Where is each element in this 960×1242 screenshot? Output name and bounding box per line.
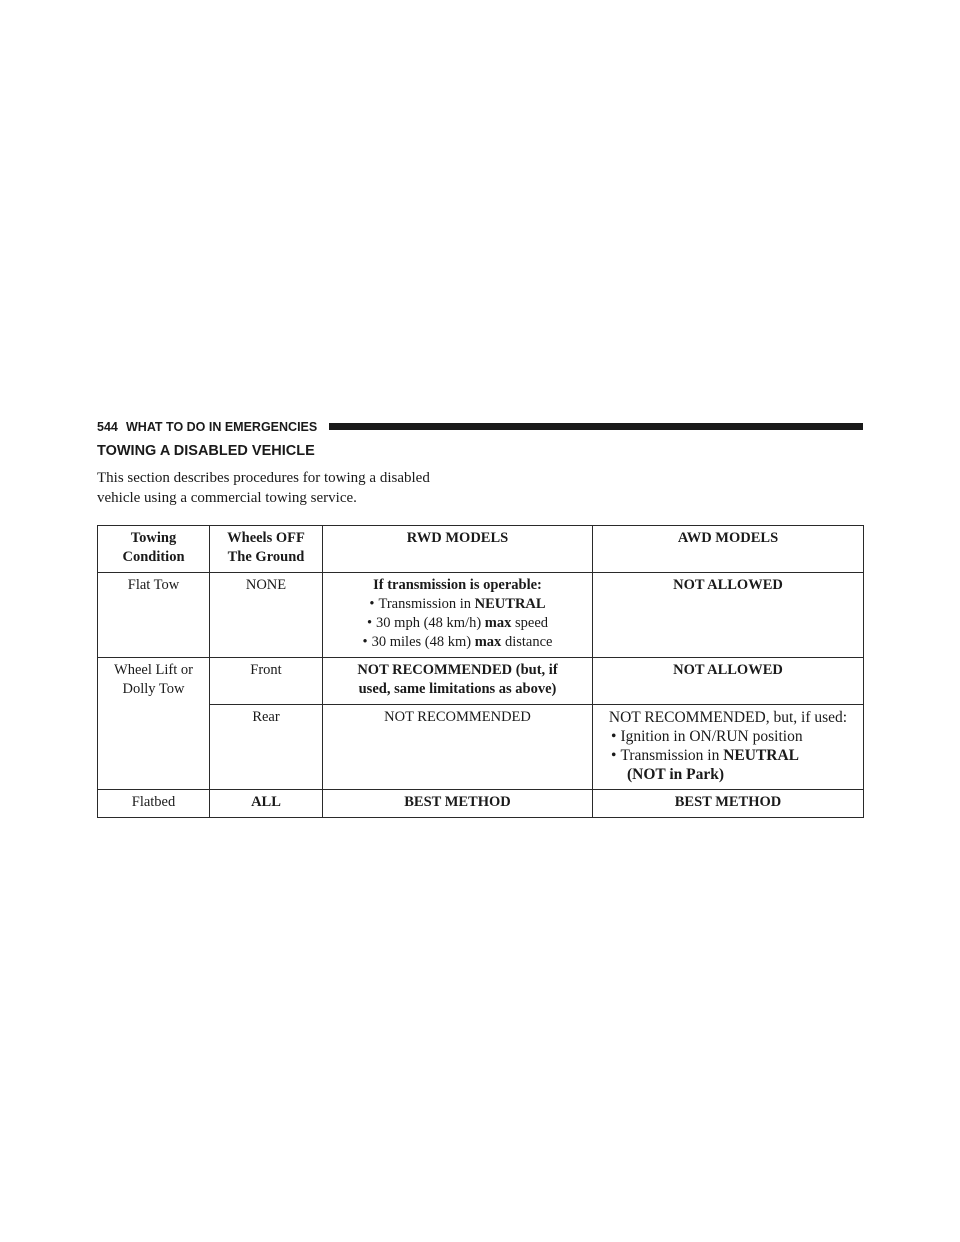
towing-table bbox=[97, 525, 864, 818]
flatbed-awd: BEST METHOD bbox=[593, 790, 864, 818]
section-title: TOWING A DISABLED VEHICLE bbox=[97, 443, 315, 459]
wheel-lift-rear-awd-list bbox=[599, 727, 857, 784]
wheel-lift-rear-awd-heading: NOT RECOMMENDED, but, if used: bbox=[608, 709, 848, 726]
flatbed-condition: Flatbed bbox=[98, 790, 210, 818]
table-row bbox=[98, 790, 864, 818]
list-item: • Transmission in NEUTRAL bbox=[599, 746, 857, 765]
table-row bbox=[98, 705, 864, 790]
table-row bbox=[98, 658, 864, 705]
flatbed-rwd: BEST METHOD bbox=[323, 790, 593, 818]
flat-tow-rwd-list bbox=[329, 595, 586, 652]
wheel-lift-rear-awd bbox=[593, 705, 864, 790]
wheel-lift-front-wheels: Front bbox=[210, 658, 323, 705]
header-rwd-models: RWD MODELS bbox=[323, 526, 593, 573]
list-item: • Transmission in NEUTRAL bbox=[329, 595, 586, 614]
page-number: 544 bbox=[97, 420, 118, 434]
flat-tow-condition: Flat Tow bbox=[98, 573, 210, 658]
wheel-lift-rear-wheels: Rear bbox=[210, 705, 323, 790]
flat-tow-rwd-heading: If transmission is operable: bbox=[373, 577, 542, 593]
header-wheels-off: Wheels OFF The Ground bbox=[210, 526, 323, 573]
flat-tow-awd: NOT ALLOWED bbox=[593, 573, 864, 658]
table-header-row bbox=[98, 526, 864, 573]
list-item-continuation: (NOT in Park) bbox=[627, 766, 725, 783]
header-rule bbox=[329, 423, 863, 430]
header-awd-models: AWD MODELS bbox=[593, 526, 864, 573]
wheel-lift-condition: Wheel Lift or Dolly Tow bbox=[98, 658, 210, 790]
intro-line-2: vehicle using a commercial towing service. bbox=[97, 490, 357, 506]
wheel-lift-front-awd: NOT ALLOWED bbox=[593, 658, 864, 705]
wheel-lift-rear-rwd: NOT RECOMMENDED bbox=[323, 705, 593, 790]
chapter-title: WHAT TO DO IN EMERGENCIES bbox=[126, 420, 318, 434]
header-towing-condition: Towing Condition bbox=[98, 526, 210, 573]
table-row bbox=[98, 573, 864, 658]
flatbed-wheels: ALL bbox=[210, 790, 323, 818]
list-item: • 30 mph (48 km/h) max speed bbox=[329, 614, 586, 633]
wheel-lift-front-rwd: NOT RECOMMENDED (but, if used, same limitations as above) bbox=[323, 658, 593, 705]
intro-paragraph bbox=[97, 468, 517, 508]
intro-line-1: This section describes procedures for towing a disabled bbox=[97, 470, 430, 486]
page-header bbox=[97, 418, 863, 436]
flat-tow-wheels: NONE bbox=[210, 573, 323, 658]
flat-tow-rwd bbox=[323, 573, 593, 658]
list-item: • 30 miles (48 km) max distance bbox=[329, 633, 586, 652]
list-item: • Ignition in ON/RUN position bbox=[599, 727, 857, 746]
